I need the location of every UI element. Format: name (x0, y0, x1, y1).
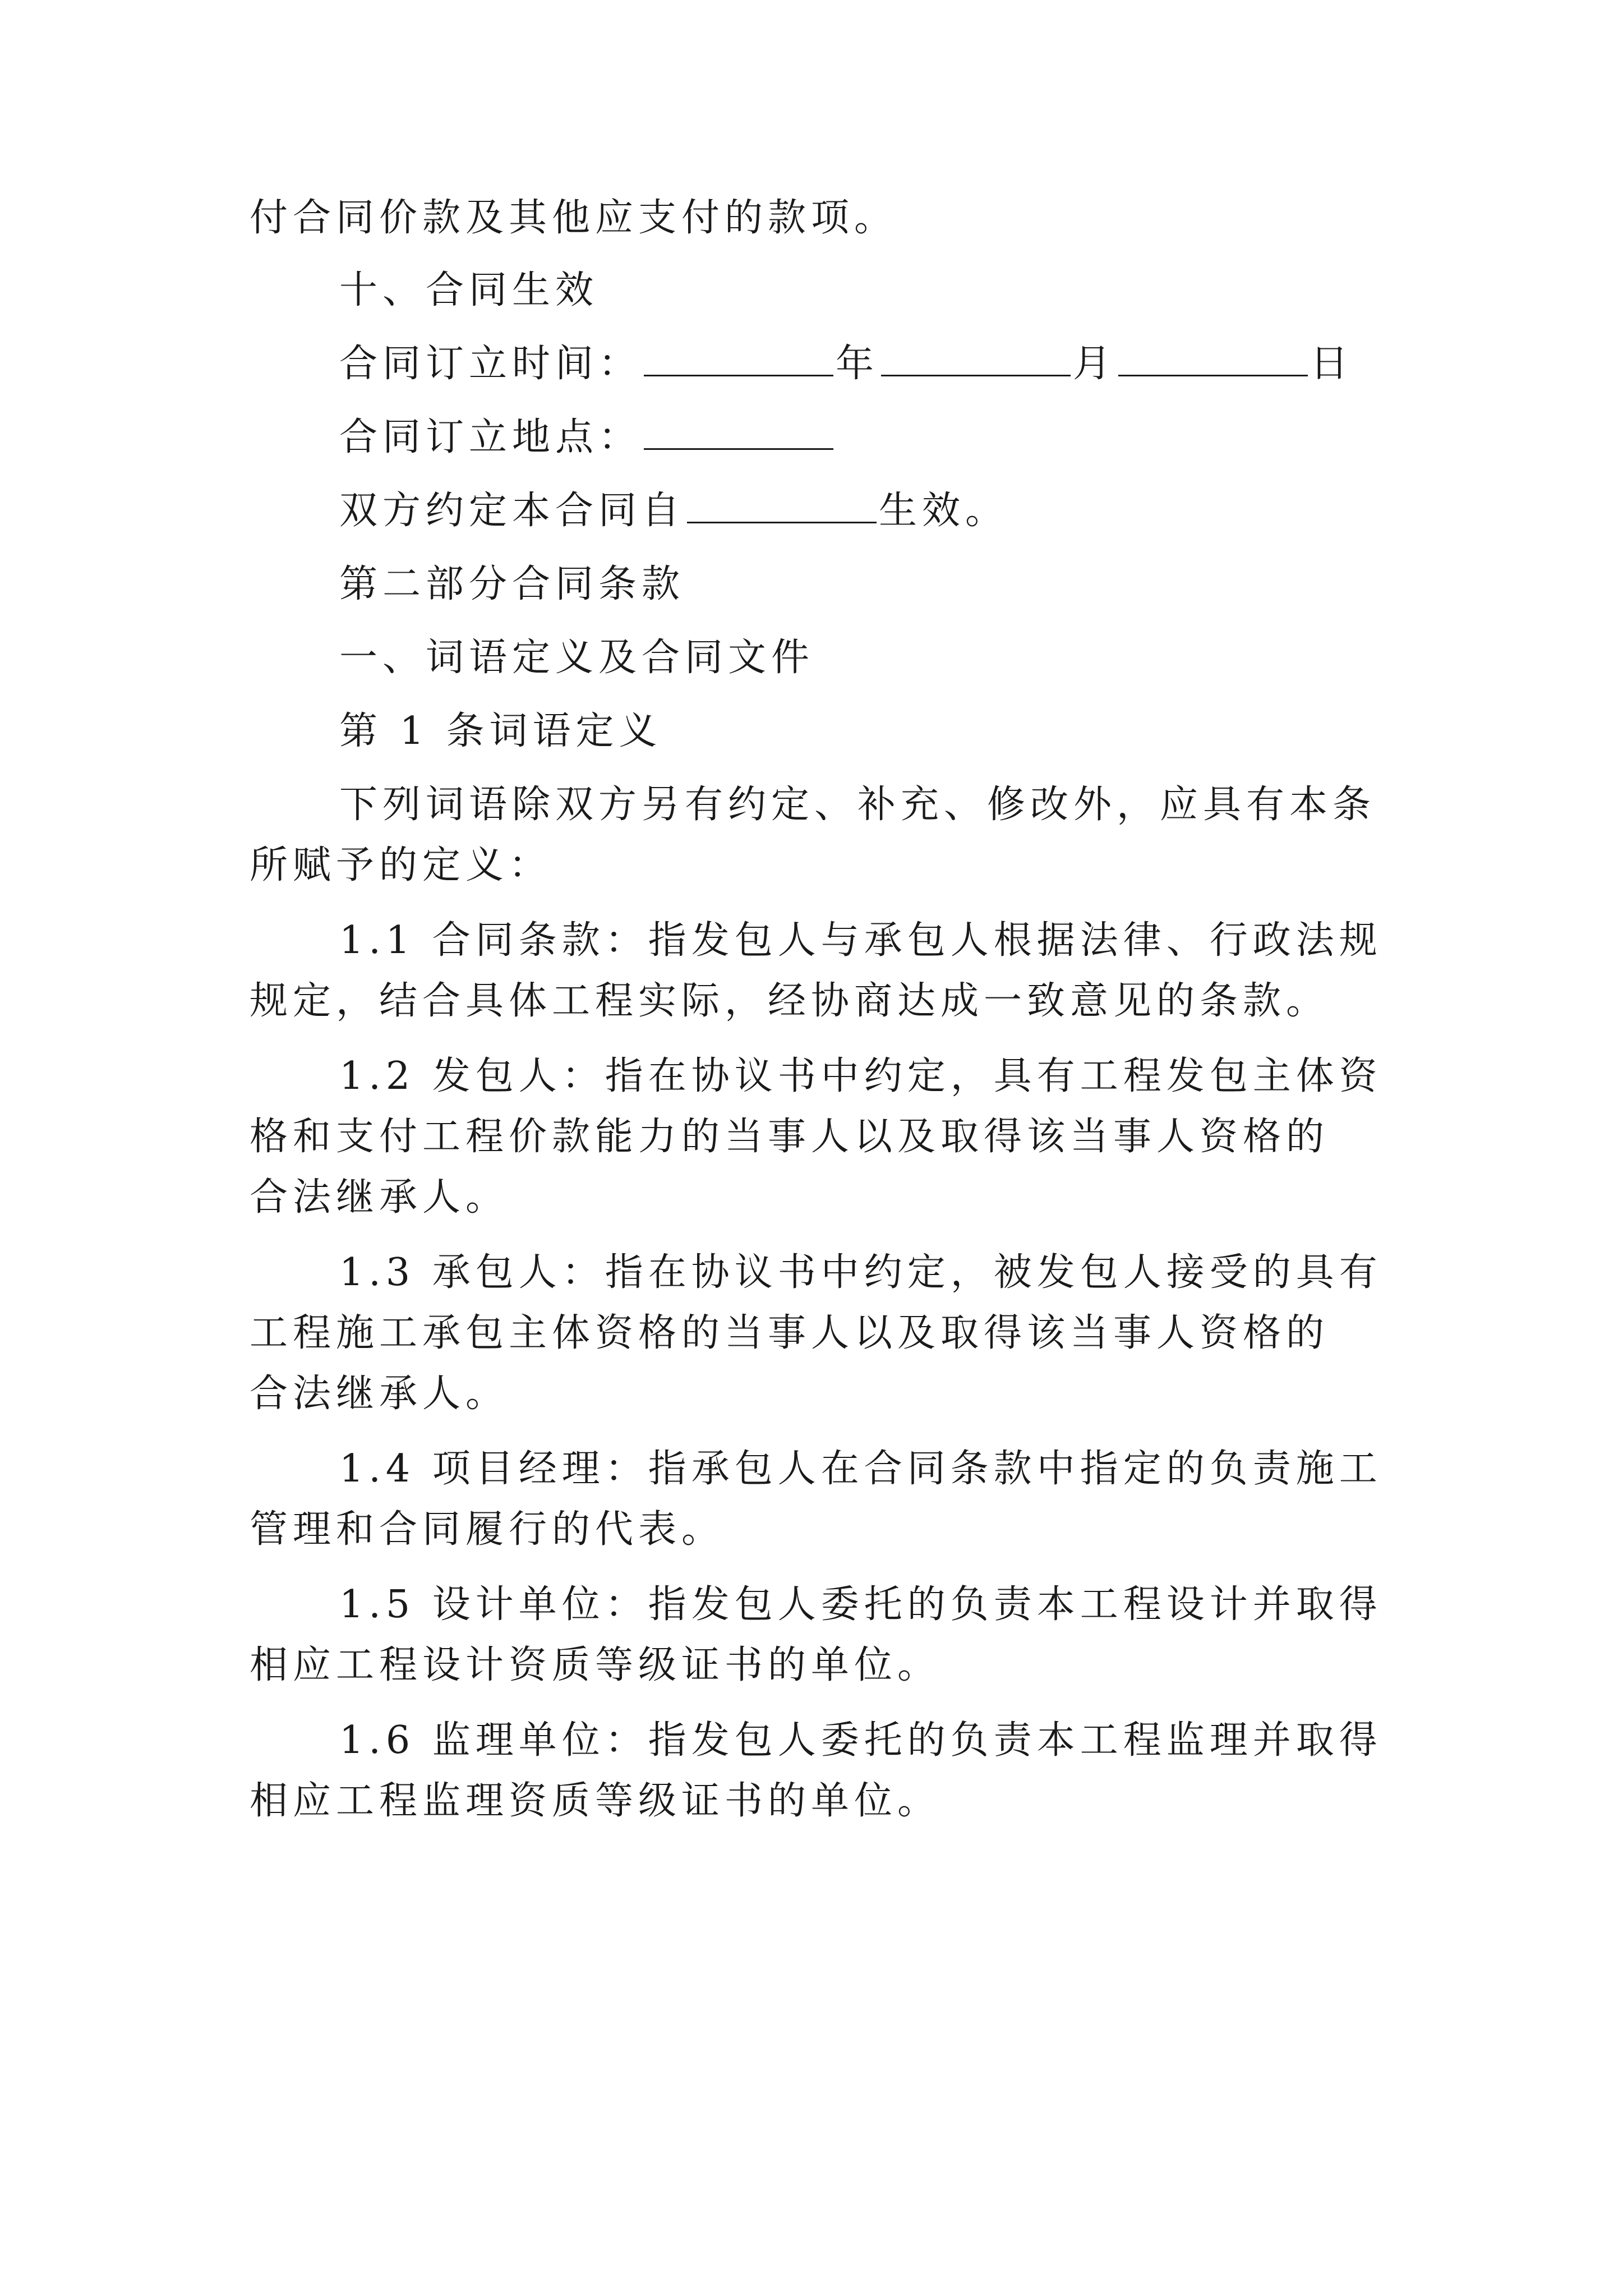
text-line: 相应工程设计资质等级证书的单位。 (250, 1643, 941, 1687)
text-line: 1.4 项目经理：指承包人在合同条款中指定的负责施工 (339, 1447, 1382, 1491)
month-label: 月 (1073, 342, 1117, 386)
place-blank (644, 419, 833, 450)
text-line: 规定，结合具体工程实际，经协商达成一致意见的条款。 (250, 979, 1330, 1023)
effective-suffix: 生效。 (879, 489, 1009, 533)
signing-date-label: 合同订立时间： (339, 342, 642, 386)
text-line: 付合同价款及其他应支付的款项。 (250, 196, 898, 240)
text-line: 管理和合同履行的代表。 (250, 1507, 725, 1552)
section-heading: 一、词语定义及合同文件 (339, 636, 815, 680)
document-body (250, 196, 1394, 1823)
section-heading: 十、合同生效 (339, 268, 599, 312)
text-line: 1.3 承包人：指在协议书中约定，被发包人接受的具有 (339, 1250, 1382, 1295)
text-line: 下列词语除双方另有约定、补充、修改外，应具有本条 (339, 783, 1376, 827)
day-label: 日 (1310, 342, 1354, 386)
text-line: 1.2 发包人：指在协议书中约定，具有工程发包主体资 (339, 1054, 1382, 1098)
day-blank (1118, 346, 1308, 376)
effective-blank (687, 493, 877, 523)
text-line: 1.1 合同条款：指发包人与承包人根据法律、行政法规 (339, 918, 1382, 963)
text-line: 合法继承人。 (250, 1175, 509, 1220)
text-line: 格和支付工程价款能力的当事人以及取得该当事人资格的 (250, 1115, 1330, 1159)
part-heading: 第二部分合同条款 (339, 562, 685, 606)
month-blank (881, 346, 1071, 376)
article-heading: 第 1 条词语定义 (339, 709, 662, 753)
text-line: 合法继承人。 (250, 1372, 509, 1416)
effective-label: 双方约定本合同自 (339, 489, 685, 533)
signing-date-line (250, 342, 1394, 386)
text-line: 1.6 监理单位：指发包人委托的负责本工程监理并取得 (339, 1718, 1382, 1763)
text-line: 相应工程监理资质等级证书的单位。 (250, 1779, 941, 1823)
year-label: 年 (836, 342, 879, 386)
year-blank (644, 346, 833, 376)
text-line: 工程施工承包主体资格的当事人以及取得该当事人资格的 (250, 1311, 1330, 1355)
signing-place-line (250, 415, 1394, 459)
text-line: 所赋予的定义： (250, 843, 552, 887)
text-line: 1.5 设计单位：指发包人委托的负责本工程设计并取得 (339, 1582, 1382, 1627)
effective-line (250, 489, 1394, 533)
signing-place-label: 合同订立地点： (339, 415, 642, 459)
